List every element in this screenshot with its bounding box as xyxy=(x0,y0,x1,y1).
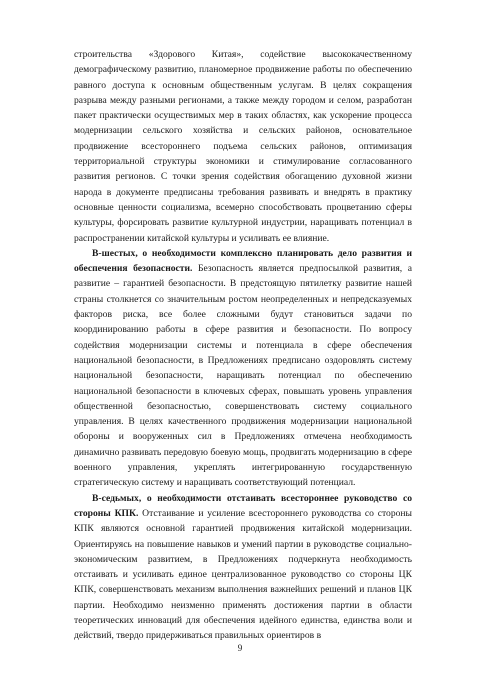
body-text xyxy=(74,47,412,644)
paragraph-heading: В-седьмых, о необходимости отстаивать всестороннее руководство со стороны КПК. xyxy=(74,492,412,519)
paragraph-text: Безопасность является предпосылкой развития, а развитие – гарантией безопасности. В предстоящую пятилетку развитие нашей страны столкнется со значительным ростом неопределенных и непредсказуемых факторов риска, все более сложными будут становиться задачи по координированию работы в сфере развития и безопасности. По вопросу содействия модернизации системы и потенциала в сфере обеспечения национальной безопасности, в Предложениях предписано оздоровлять систему национальной безопасности, наращивать потенциал по обеспечению национальной безопасности в ключевых сферах, повышать уровень управления общественной безопасностью, совершенствовать систему социального управления. В целях качественного продвижения модернизации национальной обороны и вооруженных сил в Предложениях отмечена необходимость динамично развивать передовую боевую мощь, продвигать модернизацию в сфере военного управления, укреплять интегрированную государственную стратегическую систему и наращивать соответствующий потенциал. xyxy=(74,263,412,489)
paragraph-text: строительства «Здорового Китая», содействие высококачественному демографическому развитию, планомерное продвижение работы по обеспечению равного доступа к основным общественным услугам. В целях сокращения разрыва между разными регионами, а также между городом и селом, разработан пакет практически осуществимых мер в таких областях, как ускорение процесса модернизации сельского хозяйства и сельских районов, основательное продвижение всестороннего подъема сельских районов, оптимизация территориальной структуры экономики и стимулирование согласованного развития регионов. С точки зрения содействия обогащению духовной жизни народа в документе предписаны требования развивать и внедрять в практику основные ценности социализма, всемерно способствовать процветанию сферы культуры, форсировать развитие культурной индустрии, наращивать потенциал в распространении китайской культуры и усиливать ее влияние. xyxy=(74,49,412,244)
paragraph-text: Отстаивание и усиление всестороннего руководства со стороны КПК являются основной гарантией продвижения китайской модернизации. Ориентируясь на повышение навыков и умений партии в руководстве социально-экономическим развитием, в Предложениях подчеркнута необходимость отстаивать и усиливать единое централизованное руководство со стороны ЦК КПК, совершенствовать механизм выполнения важнейших решений и планов ЦК партии. Необходимо неизменно применять достижения партии в области теоретических инноваций для обеспечения идейного единства, единства воли и действий, твердо придерживаться правильных ориентиров в xyxy=(74,507,412,642)
page-number: 9 xyxy=(237,643,243,653)
paragraph-continued xyxy=(74,47,412,246)
paragraph-heading: В-шестых, о необходимости комплексно планировать дело развития и обеспечения безопасности. xyxy=(74,247,412,275)
paragraph-sixth xyxy=(74,246,412,491)
paragraph-seventh xyxy=(74,491,412,644)
